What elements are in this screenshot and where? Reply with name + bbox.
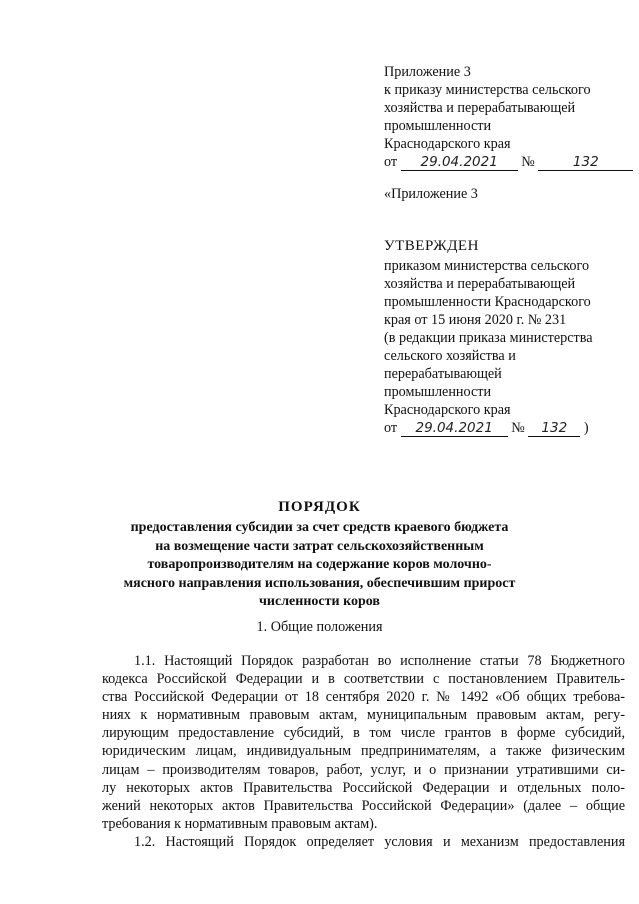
title-line: на возмещение части затрат сельскохозяйственным	[155, 538, 484, 554]
paragraph-line: жений некоторых актов Правительства Российской Федерации» (далее – общие	[102, 797, 625, 814]
approved-block	[384, 237, 629, 437]
title-line: численности коров	[259, 594, 380, 609]
appendix-header	[384, 63, 629, 171]
approved-line: перерабатывающей	[384, 366, 502, 382]
appendix-line: промышленности	[384, 118, 492, 134]
approved-line: промышленности Краснодарского	[384, 294, 591, 310]
document-title	[60, 497, 579, 612]
closing-parenthesis: )	[583, 420, 589, 436]
approved-heading: УТВЕРЖДЕН	[384, 238, 479, 254]
handwritten-number: 132	[538, 154, 633, 171]
paragraph-body	[102, 652, 625, 851]
paragraph-line: ства Российской Федерации от 18 сентября 2020 г. № 1492 «Об общих требова-	[102, 689, 625, 706]
paragraph-line: лицам – производителям товаров, работ, услуг, и о признании утратившими си-	[102, 761, 625, 778]
approved-line: сельского хозяйства и	[384, 348, 516, 364]
handwritten-date: 29.04.2021	[401, 420, 508, 437]
paragraph-line: лу некоторых актов Правительства Российской Федерации и отдельных поло-	[102, 779, 625, 796]
paragraph-line: лирующим предоставление субсидий, в том числе грантов в форме субсидий,	[102, 725, 625, 742]
appendix-line: Краснодарского края	[384, 136, 511, 152]
handwritten-date: 29.04.2021	[401, 154, 518, 171]
appendix-date-line	[384, 153, 629, 171]
paragraph-line: кодекса Российской Федерации и в соответствии с постановлением Правитель-	[102, 671, 625, 688]
paragraph-line: юридическим лицам, индивидуальным предпринимателям, а также физическим	[102, 743, 625, 760]
appendix-line: к приказу министерства сельского	[384, 82, 591, 98]
approved-line: приказом министерства сельского	[384, 258, 590, 274]
approved-line: промышленности	[384, 384, 492, 400]
approved-line: края от 15 июня 2020 г. № 231	[384, 312, 567, 328]
title-line: мясного направления использования, обеспечившим прирост	[123, 575, 516, 591]
title-line: предоставления субсидии за счет средств краевого бюджета	[130, 520, 509, 535]
date-prefix: от	[384, 154, 398, 170]
title-main: ПОРЯДОК	[278, 499, 361, 515]
paragraph-line: 1.1. Настоящий Порядок разработан во исполнение статьи 78 Бюджетного	[134, 653, 625, 669]
number-prefix: №	[511, 420, 525, 436]
appendix-line: Приложение 3	[384, 64, 471, 80]
handwritten-number: 132	[528, 420, 580, 437]
paragraph-line: 1.2. Настоящий Порядок определяет условия и механизм предоставления	[134, 833, 625, 850]
approved-line: хозяйства и перерабатывающей	[384, 276, 576, 292]
approved-line: Краснодарского края	[384, 402, 511, 418]
section-heading: 1. Общие положения	[256, 619, 383, 635]
number-prefix: №	[521, 154, 535, 170]
approved-date-line	[384, 419, 629, 437]
title-line: товаропроизводителям на содержание коров молочно-	[147, 557, 492, 572]
approved-line: (в редакции приказа министерства	[384, 330, 593, 346]
appendix-line: хозяйства и перерабатывающей	[384, 100, 576, 116]
quoted-appendix-label: «Приложение 3	[384, 186, 478, 202]
paragraph-line: требования к нормативным правовым актам).	[102, 815, 378, 832]
date-prefix: от	[384, 420, 398, 436]
paragraph-line: ниях к нормативным правовым актам, муниципальным правовым актам, регу-	[102, 707, 625, 724]
